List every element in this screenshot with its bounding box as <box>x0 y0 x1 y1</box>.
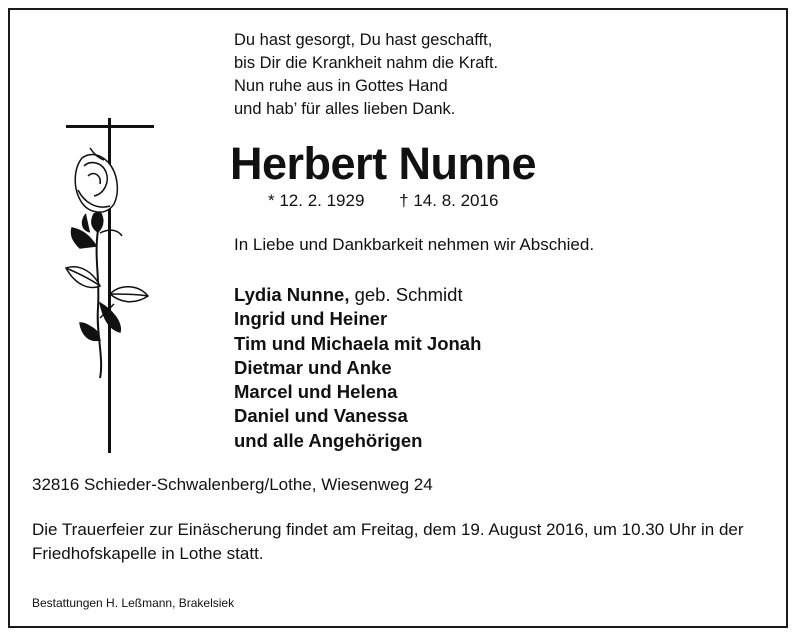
poem <box>234 29 498 121</box>
poem-line: Nun ruhe aus in Gottes Hand <box>234 77 448 95</box>
maiden-name-note: geb. Schmidt <box>349 284 463 305</box>
life-dates <box>268 191 498 211</box>
mourner-line: Marcel und Helena <box>234 381 398 403</box>
mourner-line: Daniel und Vanessa <box>234 405 408 427</box>
death-date: † 14. 8. 2016 <box>399 191 499 210</box>
family-address: 32816 Schieder-Schwalenberg/Lothe, Wiesenweg 24 <box>32 475 433 494</box>
mourners-list <box>234 283 481 453</box>
poem-line: und hab’ für alles lieben Dank. <box>234 100 456 118</box>
mourner-line: Tim und Michaela mit Jonah <box>234 332 482 354</box>
mourner-line <box>234 283 481 307</box>
undertaker-credit: Bestattungen H. Leßmann, Brakelsiek <box>32 596 235 610</box>
mourner-name: Lydia Nunne, <box>234 284 350 305</box>
birth-date: * 12. 2. 1929 <box>268 191 365 210</box>
mourner-line: Dietmar und Anke <box>234 356 392 378</box>
mourner-line: und alle Angehörigen <box>234 429 423 451</box>
poem-line: bis Dir die Krankheit nahm die Kraft. <box>234 54 499 72</box>
rose-icon <box>66 148 148 378</box>
cross-with-rose <box>60 118 160 458</box>
deceased-name: Herbert Nunne <box>230 138 537 189</box>
farewell-text: In Liebe und Dankbarkeit nehmen wir Abschied. <box>234 235 595 254</box>
mourner-line: Ingrid und Heiner <box>234 308 388 330</box>
funeral-service-info: Die Trauerfeier zur Einäscherung findet am Freitag, dem 19. August 2016, um 10.30 Uhr in der Friedhofskapelle in Lothe statt. <box>32 520 744 563</box>
poem-line: Du hast gesorgt, Du hast geschafft, <box>234 31 493 49</box>
